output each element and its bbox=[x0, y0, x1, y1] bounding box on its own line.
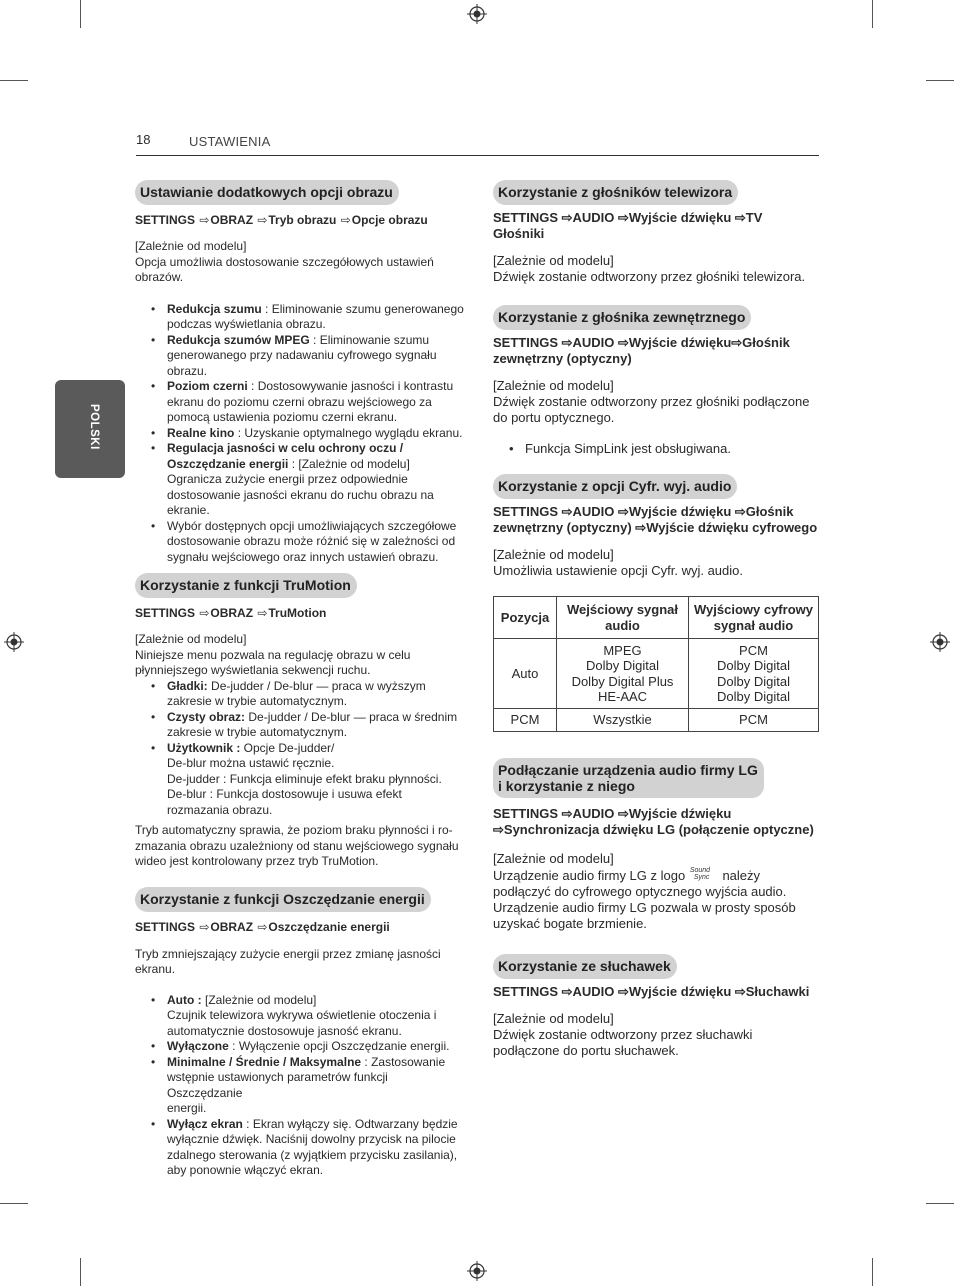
sound-sync-logo-icon: Sound Sync bbox=[689, 866, 711, 881]
registration-mark-icon bbox=[930, 632, 950, 652]
header-divider bbox=[136, 155, 819, 156]
arrow-right-icon: ⇨ bbox=[340, 213, 351, 227]
language-tab-label: POLSKI bbox=[88, 404, 100, 450]
arrow-right-icon: ⇨ bbox=[199, 919, 210, 934]
list-item: • Auto : [Zależnie od modelu] Czujnik telewizora wykrywa oświetlenie otoczenia i automatycznie dostosowuje jasność ekranu. bbox=[135, 993, 465, 1040]
model-note: [Zależnie od modelu] bbox=[493, 1010, 614, 1026]
model-note: [Zależnie od modelu] bbox=[493, 253, 614, 268]
audio-output-table bbox=[493, 596, 819, 732]
list-item: • Czysty obraz: De-judder / De-blur — praca w średnim zakresie w trybie automatycznym. bbox=[135, 710, 465, 741]
list-item: • Użytkownik : Opcje De-judder/ De-blur można ustawić ręcznie. De-judder : Funkcja eliminuje efekt braku płynności. De-blur : Funkcja dostosowuje i usuwa efekt rozmazania obrazu. bbox=[135, 741, 465, 819]
left-column bbox=[135, 180, 465, 1179]
menu-path: SETTINGS ⇨OBRAZ ⇨Tryb obrazu ⇨Opcje obrazu bbox=[135, 213, 428, 227]
arrow-right-icon: ⇨ bbox=[199, 606, 210, 620]
description: Tryb automatyczny sprawia, że poziom braku płynności i ro- bbox=[135, 823, 453, 837]
description: Dźwięk zostanie odtworzony przez słuchawki bbox=[493, 1026, 753, 1042]
description: wideo jest kontrolowany przez tryb TruMotion. bbox=[135, 854, 379, 868]
description: Urządzenie audio firmy LG pozwala w prosty sposób bbox=[493, 899, 796, 915]
list-item: • Realne kino : Uzyskanie optymalnego wyglądu ekranu. bbox=[135, 426, 465, 442]
section-heading: Korzystanie ze słuchawek bbox=[493, 954, 677, 979]
section-heading: Korzystanie z głośnika zewnętrznego bbox=[493, 305, 751, 330]
description: Dźwięk zostanie odtworzony przez głośniki podłączone bbox=[493, 394, 810, 409]
crop-mark bbox=[872, 0, 873, 28]
model-note: [Zależnie od modelu] bbox=[135, 632, 247, 646]
list-item: • Gładki: De-judder / De-blur — praca w wyższym zakresie w trybie automatycznym. bbox=[135, 679, 465, 710]
menu-path: zewnętrzny (optyczny) ⇨Wyjście dźwięku cyfrowego bbox=[493, 520, 818, 535]
arrow-right-icon: ⇨ bbox=[257, 606, 268, 620]
crop-mark bbox=[926, 80, 954, 81]
table-header: Wejściowy sygnał audio bbox=[557, 597, 689, 639]
description: podłączone do portu słuchawek. bbox=[493, 1042, 679, 1058]
description: Niniejsze menu pozwala na regulację obrazu w celu bbox=[135, 647, 411, 662]
registration-mark-icon bbox=[4, 632, 24, 652]
table-row bbox=[494, 639, 819, 709]
table-cell: Wszystkie bbox=[557, 709, 689, 732]
table-header: Pozycja bbox=[494, 597, 557, 639]
list-item: • Poziom czerni : Dostosowywanie jasności i kontrastu ekranu do poziomu czerni obrazu wejściowego za pomocą ustawienia poziomu czerni ekranu. bbox=[135, 379, 465, 426]
description: do portu optycznego. bbox=[493, 410, 615, 425]
table-row bbox=[494, 709, 819, 732]
crop-mark bbox=[0, 1203, 28, 1204]
menu-path: SETTINGS ⇨OBRAZ ⇨Oszczędzanie energii bbox=[135, 919, 390, 934]
menu-path: SETTINGS ⇨AUDIO ⇨Wyjście dźwięku⇨Głośnik bbox=[493, 335, 790, 350]
right-column bbox=[493, 180, 821, 1059]
model-note: [Zależnie od modelu] bbox=[493, 378, 614, 393]
language-tab bbox=[55, 380, 125, 478]
list-item: • Funkcja SimpLink jest obsługiwana. bbox=[493, 441, 821, 457]
list-item: • Wyłączone : Wyłączenie opcji Oszczędzanie energii. bbox=[135, 1039, 465, 1055]
description: ekranu. bbox=[135, 962, 176, 976]
description: podłączyć do cyfrowego optycznego wyjścia audio. bbox=[493, 883, 787, 899]
arrow-right-icon: ⇨ bbox=[199, 213, 210, 227]
section-heading: Korzystanie z funkcji Oszczędzanie energii bbox=[135, 887, 431, 912]
registration-mark-icon bbox=[467, 4, 487, 24]
description: Umożliwia ustawienie opcji Cyfr. wyj. audio. bbox=[493, 563, 743, 578]
arrow-right-icon: ⇨ bbox=[257, 919, 268, 934]
section-heading: Podłączanie urządzenia audio firmy LG i korzystanie z niego bbox=[493, 758, 764, 798]
table-cell: MPEG Dolby Digital Dolby Digital Plus HE-AAC bbox=[557, 639, 689, 709]
menu-path: SETTINGS ⇨AUDIO ⇨Wyjście dźwięku ⇨TV bbox=[493, 210, 763, 225]
table-cell: Auto bbox=[494, 639, 557, 709]
description: obrazów. bbox=[135, 270, 184, 284]
model-note: [Zależnie od modelu] bbox=[493, 850, 614, 866]
table-cell: PCM Dolby Digital Dolby Digital Dolby Digital bbox=[689, 639, 819, 709]
description: Urządzenie audio firmy LG z logo Sound Sync należy bbox=[493, 866, 761, 883]
section-heading: Korzystanie z funkcji TruMotion bbox=[135, 573, 357, 598]
table-cell: PCM bbox=[494, 709, 557, 732]
description: płynniejszego wyświetlania sekwencji ruchu. bbox=[135, 663, 371, 677]
description: uzyskać bogate brzmienie. bbox=[493, 915, 647, 931]
crop-mark bbox=[926, 1203, 954, 1204]
crop-mark bbox=[80, 1258, 81, 1286]
registration-mark-icon bbox=[467, 1261, 487, 1281]
arrow-right-icon: ⇨ bbox=[257, 213, 268, 227]
table-cell: PCM bbox=[689, 709, 819, 732]
list-item: • Regulacja jasności w celu ochrony oczu / Oszczędzanie energii : [Zależnie od modelu] Ogranicza zużycie energii przez odpowiednie dostosowanie jasności ekranu do ruchu obrazu na ekranie. bbox=[135, 441, 465, 519]
page-number: 18 bbox=[136, 132, 151, 147]
table-header: Wyjściowy cyfrowy sygnał audio bbox=[689, 597, 819, 639]
list-item: • Redukcja szumów MPEG : Eliminowanie szumu generowanego przy nadawaniu cyfrowego sygnału obrazu. bbox=[135, 333, 465, 380]
description: zmazania obrazu uzależniony od stanu wejściowego sygnału bbox=[135, 838, 459, 853]
menu-path: SETTINGS ⇨AUDIO ⇨Wyjście dźwięku ⇨Słuchawki bbox=[493, 983, 810, 999]
model-note: [Zależnie od modelu] bbox=[135, 239, 247, 253]
crop-mark bbox=[0, 80, 28, 81]
list-item: • Minimalne / Średnie / Maksymalne : Zastosowanie wstępnie ustawionych parametrów funkcji Oszczędzanie energii. bbox=[135, 1055, 465, 1117]
description: Tryb zmniejszający zużycie energii przez zmianę jasności bbox=[135, 946, 441, 961]
crop-mark bbox=[872, 1258, 873, 1286]
table-header-row bbox=[494, 597, 819, 639]
crop-mark bbox=[80, 0, 81, 28]
menu-path: ⇨Synchronizacja dźwięku LG (połączenie optyczne) bbox=[493, 821, 814, 837]
menu-path: SETTINGS ⇨OBRAZ ⇨TruMotion bbox=[135, 606, 327, 620]
menu-path: zewnętrzny (optyczny) bbox=[493, 351, 632, 366]
model-note: [Zależnie od modelu] bbox=[493, 547, 614, 562]
section-heading: Ustawianie dodatkowych opcji obrazu bbox=[135, 180, 399, 205]
list-item: • Wyłącz ekran : Ekran wyłączy się. Odtwarzany będzie wyłącznie dźwięk. Naciśnij dowolny przycisk na pilocie zdalnego sterowania (z wyjątkiem przycisku zasilania), aby ponownie włączyć ekran. bbox=[135, 1117, 465, 1179]
description: Opcja umożliwia dostosowanie szczegółowych ustawień bbox=[135, 254, 434, 269]
description: Dźwięk zostanie odtworzony przez głośniki telewizora. bbox=[493, 269, 806, 284]
list-item: • Wybór dostępnych opcji umożliwiających szczegółowe dostosowanie obrazu może różnić się w zależności od sygnału wejściowego oraz innych ustawień obrazu. bbox=[135, 519, 465, 566]
list-item: • Redukcja szumu : Eliminowanie szumu generowanego podczas wyświetlania obrazu. bbox=[135, 302, 465, 333]
section-heading: Korzystanie z opcji Cyfr. wyj. audio bbox=[493, 474, 737, 499]
section-title: USTAWIENIA bbox=[189, 134, 271, 149]
menu-path: SETTINGS ⇨AUDIO ⇨Wyjście dźwięku ⇨Głośnik bbox=[493, 504, 794, 519]
menu-path: SETTINGS ⇨AUDIO ⇨Wyjście dźwięku bbox=[493, 805, 732, 821]
menu-path: Głośniki bbox=[493, 226, 545, 241]
section-heading: Korzystanie z głośników telewizora bbox=[493, 180, 738, 205]
